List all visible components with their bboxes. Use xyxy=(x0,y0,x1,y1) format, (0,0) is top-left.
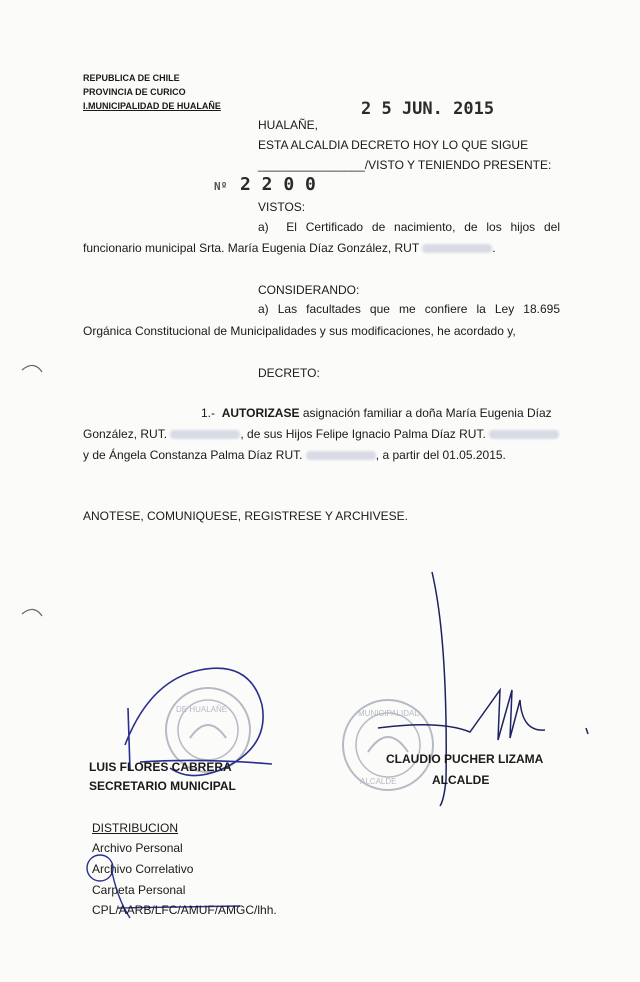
decreto-heading: DECRETO: xyxy=(258,366,320,380)
considerando-heading: CONSIDERANDO: xyxy=(258,283,360,297)
distribucion-item: Archivo Correlativo xyxy=(92,862,194,876)
considerando-a-line1: a) Las facultades que me confiere la Ley 18.695 xyxy=(258,302,560,316)
signatory-left-name: LUIS FLORES CABRERA xyxy=(89,760,232,774)
decree-number: 2 2 0 0 xyxy=(240,174,316,195)
seal-right-bottom: ALCALDE xyxy=(360,777,397,786)
header-municipalidad: I.MUNICIPALIDAD DE HUALAÑE xyxy=(83,101,221,111)
intro-line: ESTA ALCALDIA DECRETO HOY LO QUE SIGUE xyxy=(258,138,529,152)
decreto-line3-a: y de Ángela Constanza Palma Díaz RUT. xyxy=(83,448,303,462)
punch-mark-bottom-icon xyxy=(22,609,42,616)
decreto-line2-b: , de sus Hijos Felipe Ignacio Palma Díaz RUT. xyxy=(240,427,486,441)
header-provincia: PROVINCIA DE CURICO xyxy=(83,87,186,97)
vistos-heading: VISTOS: xyxy=(258,200,306,214)
decreto-item-bold: AUTORIZASE xyxy=(221,406,300,420)
signatory-right-name: CLAUDIO PUCHER LIZAMA xyxy=(386,752,544,766)
signatory-right-title: ALCALDE xyxy=(432,773,490,787)
signature-right-icon xyxy=(378,572,588,806)
distribucion-item: Archivo Personal xyxy=(92,841,183,855)
distribucion-item: CPL/AARB/LFC/AMUF/AMGC/lhh. xyxy=(92,903,277,917)
seal-right-text: MUNICIPALIDAD xyxy=(358,709,421,718)
seal-right-icon xyxy=(343,700,433,790)
decree-number-prefix: Nº xyxy=(214,180,228,193)
considerando-a-line2: Orgánica Constitucional de Municipalidades y sus modificaciones, he acordado y, xyxy=(83,324,516,338)
visto-line: ________________/VISTO Y TENIENDO PRESENTE: xyxy=(258,158,552,172)
distribucion-heading: DISTRIBUCION xyxy=(92,821,179,835)
vistos-a-line2: funcionario municipal Srta. María Eugenia Díaz González, RUT xyxy=(83,241,419,255)
punch-mark-top-icon xyxy=(22,365,42,372)
decreto-line2-a: González, RUT. xyxy=(83,427,168,441)
vistos-a-line1: a) El Certificado de nacimiento, de los hijos del xyxy=(258,220,560,234)
seal-left-text: DE HUALAÑE xyxy=(176,705,228,714)
closing-line: ANOTESE, COMUNIQUESE, REGISTRESE Y ARCHIVESE. xyxy=(83,509,408,523)
place-label: HUALAÑE, xyxy=(258,118,319,132)
signatory-left-title: SECRETARIO MUNICIPAL xyxy=(89,779,236,793)
date-stamp: 2 5 JUN. 2015 xyxy=(361,99,495,119)
header-republica: REPUBLICA DE CHILE xyxy=(83,73,180,83)
decreto-line3-b: , a partir del 01.05.2015. xyxy=(375,448,506,462)
decreto-item-number: 1.- xyxy=(201,406,216,420)
distribucion-item: Carpeta Personal xyxy=(92,883,186,897)
decreto-item-line1: asignación familiar a doña María Eugenia Díaz xyxy=(302,406,552,420)
